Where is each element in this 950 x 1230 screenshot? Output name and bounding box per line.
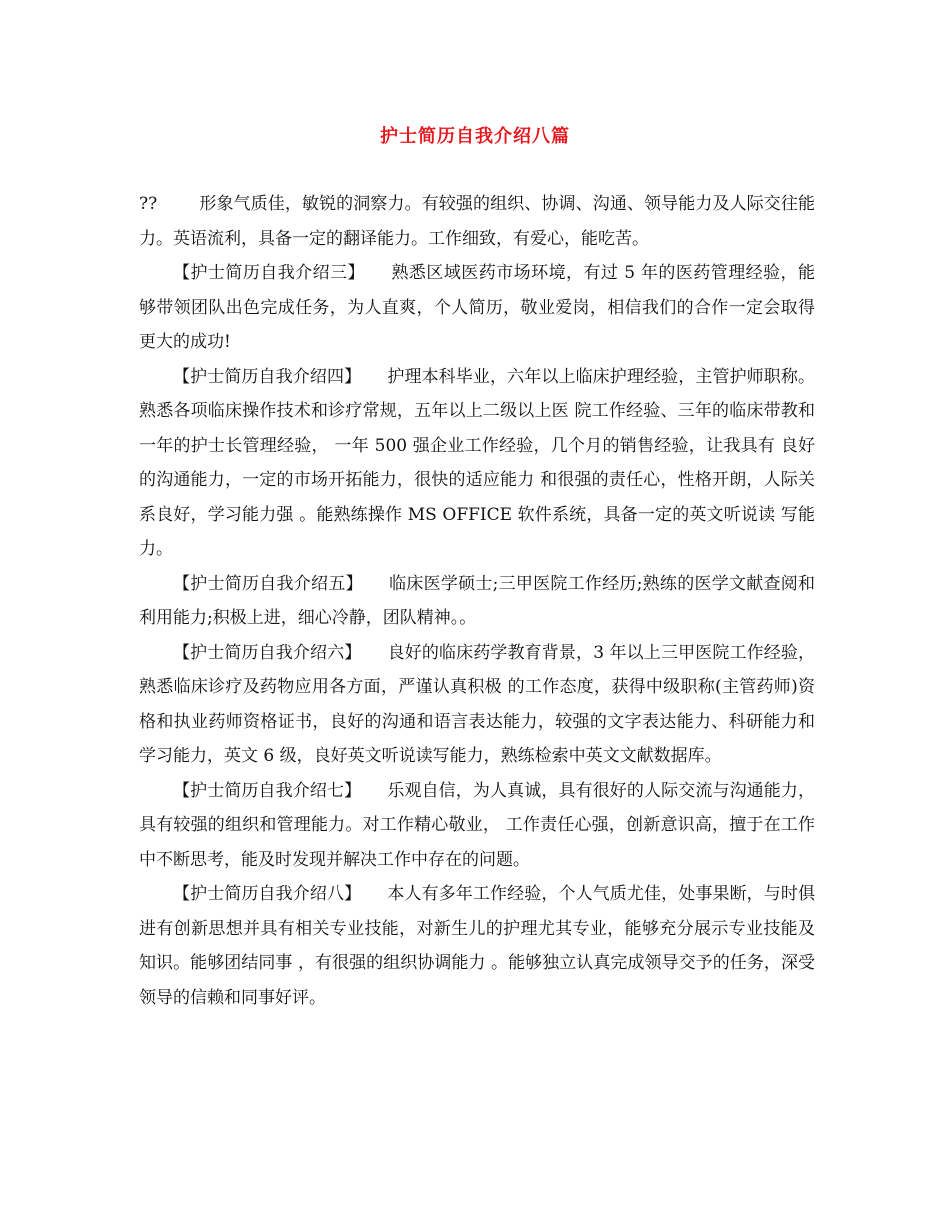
document-title: 护士简历自我介绍八篇	[380, 126, 570, 147]
section-paragraph-3	[139, 256, 815, 360]
section-paragraph-7	[139, 774, 815, 878]
intro-paragraph	[139, 187, 815, 256]
section-text-8: 本人有多年工作经验，个人气质尤佳，处事果断，与时俱进有创新思想并具有相关专业技能，对新生儿的护理尤其专业，能够充分展示专业技能及知识。能够团结同事 ，有很强的组织协调能力 。能够独立认真完成领导交予的任务，深受领导的信赖和同事好评。	[139, 884, 816, 1008]
section-paragraph-4	[139, 360, 815, 567]
section-heading-6: 【护士简历自我介绍六】	[173, 642, 362, 663]
section-heading-5: 【护士简历自我介绍五】	[173, 573, 363, 594]
section-heading-7: 【护士简历自我介绍七】	[173, 780, 362, 801]
intro-text: 形象气质佳，敏锐的洞察力。有较强的组织、协调、沟通、领导能力及人际交往能力。英语流利，具备一定的翻译能力。工作细致，有爱心，能吃苦。	[139, 194, 815, 249]
section-text-3: 熟悉区域医药市场环境，有过 5 年的医药管理经验，能够带领团队出色完成任务，为人直爽，个人简历，敬业爱岗，相信我们的合作一定会取得更大的成功!	[139, 263, 816, 352]
section-heading-4: 【护士简历自我介绍四】	[173, 366, 362, 387]
section-text-6: 良好的临床药学教育背景，3 年以上三甲医院工作经验，熟悉临床诊疗及药物应用各方面，严谨认真积极 的工作态度，获得中级职称(主管药师)资格和执业药师资格证书，良好的沟通和语言表达能力，较强的文字表达能力、科研能力和学习能力，英文 6 级，良好英文听说读写能力，熟练检索中英文文献数据库。	[139, 642, 816, 766]
section-text-5: 临床医学硕士;三甲医院工作经历;熟练的医学文献查阅和利用能力;积极上进，细心冷静，团队精神。。	[139, 573, 815, 628]
document-body	[139, 187, 815, 1015]
section-heading-8: 【护士简历自我介绍八】	[173, 884, 362, 904]
section-paragraph-6	[139, 636, 815, 774]
section-paragraph-5	[139, 567, 815, 636]
section-text-7: 乐观自信，为人真诚，具有很好的人际交流与沟通能力，具有较强的组织和管理能力。对工作精心敬业， 工作责任心强，创新意识高，擅于在工作中不断思考，能及时发现并解决工作中存在的问题。	[139, 780, 816, 870]
section-text-4: 护理本科毕业，六年以上临床护理经验，主管护师职称。 熟悉各项临床操作技术和诊疗常规，五年以上二级以上医 院工作经验、三年的临床带教和一年的护士长管理经验， 一年 500 强企业工作经验，几个月的销售经验，让我具有 良好的沟通能力，一定的市场开拓能力，很快的适应能力 和很强的责任心，性格开朗，人际关系良好，学习能力强 。能熟练操作 MS OFFICE 软件系统，具备一定的英文听说读 写能力。	[139, 366, 816, 559]
section-paragraph-8	[139, 877, 815, 1015]
section-heading-3: 【护士简历自我介绍三】	[173, 263, 366, 283]
intro-prefix: ??	[139, 194, 158, 214]
